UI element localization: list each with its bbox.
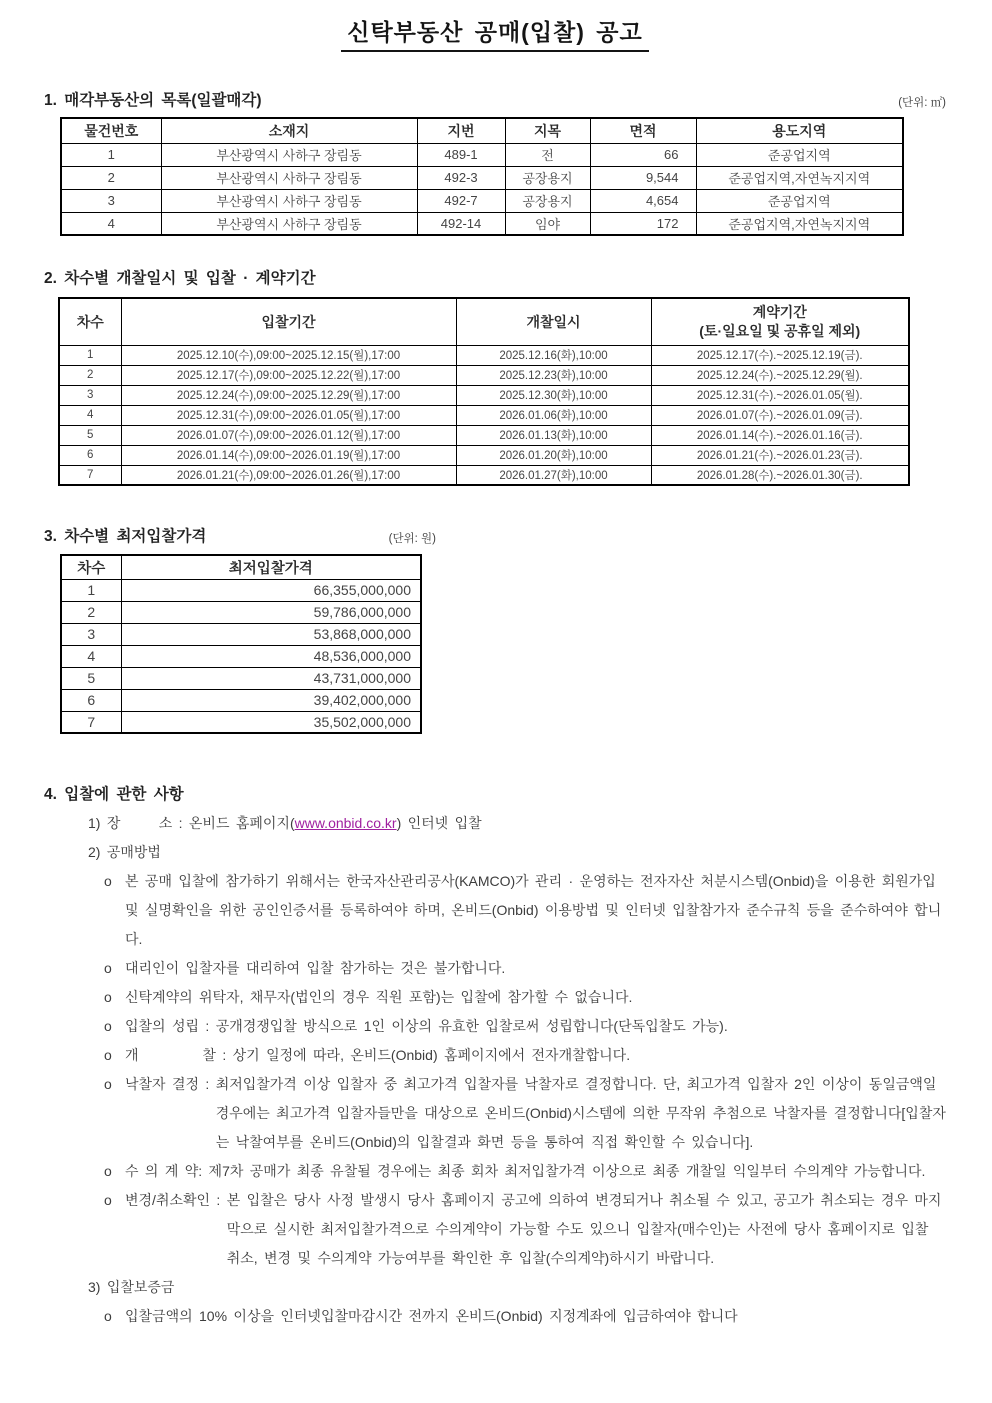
col-header-round: 차수: [61, 555, 121, 579]
table-row: [59, 345, 909, 365]
table-cell: 2025.12.30(화),10:00: [456, 385, 651, 405]
table-cell: 2: [61, 601, 121, 623]
bullet-text: 제7차 공매가 최종 유찰될 경우에는 최종 회차 최저입찰가격 이상으로 최종 개찰일 익일부터 수의계약 가능합니다.: [208, 1163, 926, 1179]
minimum-bid-price-table: [60, 554, 422, 734]
col-header-bid-period: 입찰기간: [121, 298, 456, 345]
bullet-onbid-registration: [44, 867, 946, 954]
table-cell: 3: [59, 385, 121, 405]
bid-place-line: [44, 809, 946, 838]
table-row: [61, 667, 421, 689]
table-row: [61, 711, 421, 733]
section3-heading: 3. 차수별 최저입찰가격: [44, 528, 207, 545]
property-list-table: [60, 117, 904, 236]
section3-unit-label: (단위: 원): [388, 533, 436, 545]
table-row: [59, 445, 909, 465]
col-header-contract-period: [651, 298, 909, 345]
table-cell: 2025.12.31(수).~2026.01.05(월).: [651, 385, 909, 405]
bullet-text: 상기 일정에 따라, 온비드(Onbid) 홈페이지에서 전자개찰합니다.: [232, 1047, 631, 1063]
title-wrap: [44, 14, 946, 52]
table-cell: 2026.01.14(수),09:00~2026.01.19(월),17:00: [121, 445, 456, 465]
table-cell: 66,355,000,000: [121, 579, 421, 601]
table-cell: 2026.01.07(수).~2026.01.09(금).: [651, 405, 909, 425]
table-cell: 48,536,000,000: [121, 645, 421, 667]
bullet-text: 입찰금액의 10% 이상을 인터넷입찰마감시간 전까지 온비드(Onbid) 지정계좌에 입금하여야 합니다: [125, 1308, 738, 1324]
table-cell: 준공업지역: [696, 189, 903, 212]
table-cell: 7: [61, 711, 121, 733]
table-cell: 전: [505, 143, 590, 166]
table-cell: 1: [59, 345, 121, 365]
col-header-round: 차수: [59, 298, 121, 345]
bullet-private-contract: [44, 1157, 946, 1186]
table-cell: 4: [61, 212, 161, 235]
bullet-deposit-payment: [44, 1302, 946, 1331]
table-cell: 2026.01.14(수).~2026.01.16(금).: [651, 425, 909, 445]
table-cell: 2025.12.10(수),09:00~2025.12.15(월),17:00: [121, 345, 456, 365]
table-cell: 43,731,000,000: [121, 667, 421, 689]
table-cell: 준공업지역: [696, 143, 903, 166]
section1-heading-row: [44, 88, 946, 110]
bullet-text: 공개경쟁입찰 방식으로 1인 이상의 유효한 입찰로써 성립합니다(단독입찰도 가능).: [215, 1018, 728, 1034]
table-row: [61, 623, 421, 645]
table-cell: 2025.12.17(수),09:00~2025.12.22(월),17:00: [121, 365, 456, 385]
bullet-marker: o: [104, 1047, 112, 1063]
document-title: 신탁부동산 공매(입찰) 공고: [341, 14, 649, 52]
table-cell: 공장용지: [505, 166, 590, 189]
table-cell: 3: [61, 189, 161, 212]
table-cell: 59,786,000,000: [121, 601, 421, 623]
col-header-item-no: 물건번호: [61, 118, 161, 143]
bid-deposit-label: 3) 입찰보증금: [88, 1279, 175, 1295]
table-cell: 4: [61, 645, 121, 667]
table-row: [61, 189, 903, 212]
table-cell: 492-14: [417, 212, 505, 235]
table-cell: 2025.12.17(수).~2025.12.19(금).: [651, 345, 909, 365]
bullet-label: 입찰의 성립 :: [125, 1018, 216, 1034]
bullet-text: 대리인이 입찰자를 대리하여 입찰 참가하는 것은 불가합니다.: [125, 960, 506, 976]
table-cell: 2026.01.20(화),10:00: [456, 445, 651, 465]
table-cell: 6: [61, 689, 121, 711]
table-header-row: [59, 298, 909, 345]
col-header-location: 소재지: [161, 118, 417, 143]
table-cell: 부산광역시 사하구 장림동: [161, 143, 417, 166]
bullet-label: 낙찰자 결정 :: [125, 1076, 216, 1092]
table-cell: 부산광역시 사하구 장림동: [161, 166, 417, 189]
table-cell: 2026.01.21(수),09:00~2026.01.26(월),17:00: [121, 465, 456, 485]
section4: [44, 780, 946, 1331]
table-cell: 1: [61, 143, 161, 166]
onbid-link[interactable]: www.onbid.co.kr: [294, 815, 397, 831]
table-cell: 492-7: [417, 189, 505, 212]
table-cell: 부산광역시 사하구 장림동: [161, 189, 417, 212]
bullet-text: 신탁계약의 위탁자, 채무자(법인의 경우 직원 포함)는 입찰에 참가할 수 없습니다.: [125, 989, 633, 1005]
table-row: [61, 579, 421, 601]
table-cell: 66: [590, 143, 696, 166]
table-header-row: [61, 118, 903, 143]
table-cell: 2: [61, 166, 161, 189]
table-cell: 7: [59, 465, 121, 485]
section1-heading: 1. 매각부동산의 목록(일괄매각): [44, 92, 262, 109]
table-cell: 2026.01.28(수).~2026.01.30(금).: [651, 465, 909, 485]
bullet-text: 본 입찰은 당사 사정 발생시 당사 홈페이지 공고에 의하여 변경되거나 취소될 수 있고, 공고가 취소되는 경우 마지막으로 실시한 최저입찰가격으로 수의계약이 가능할 수도 있으니 입찰자(매수인)는 사전에 당사 홈페이지로 입찰 취소, 변경 및 수의계약 가능여부를 확인한 후 입찰(수의계약)하시기 바랍니다.: [226, 1192, 942, 1266]
table-row: [59, 425, 909, 445]
table-row: [59, 405, 909, 425]
table-row: [61, 601, 421, 623]
bid-place-suffix: ) 인터넷 입찰: [396, 815, 482, 831]
bullet-change-cancel-notice: [44, 1186, 946, 1273]
bullet-marker: o: [104, 1192, 112, 1208]
table-cell: 492-3: [417, 166, 505, 189]
table-cell: 53,868,000,000: [121, 623, 421, 645]
section3-heading-row: [44, 524, 436, 546]
table-cell: 2026.01.07(수),09:00~2026.01.12(월),17:00: [121, 425, 456, 445]
bullet-label: 개 찰 :: [125, 1047, 233, 1063]
col-header-minimum-price: 최저입찰가격: [121, 555, 421, 579]
section2-heading: 2. 차수별 개찰일시 및 입찰 · 계약기간: [44, 270, 316, 287]
table-row: [59, 385, 909, 405]
bullet-bid-opening: [44, 1041, 946, 1070]
col-header-lot-no: 지번: [417, 118, 505, 143]
table-cell: 부산광역시 사하구 장림동: [161, 212, 417, 235]
bullet-label: 수 의 계 약:: [125, 1163, 209, 1179]
bullet-marker: o: [104, 960, 112, 976]
section2-heading-row: [44, 266, 946, 288]
bullet-text: 최저입찰가격 이상 입찰자 중 최고가격 입찰자를 낙찰자로 결정합니다. 단, 최고가격 입찰자 2인 이상이 동일금액일 경우에는 최고가격 입찰자들만을 대상으로 온비드(Onbid)시스템에 의한 무작위 추첨으로 낙찰자를 결정합니다[입찰자는 낙찰여부를 온비드(Onbid)의 입찰결과 화면 등을 통하여 직접 확인할 수 있습니다].: [215, 1076, 946, 1150]
table-cell: 9,544: [590, 166, 696, 189]
table-row: [61, 143, 903, 166]
table-cell: 2025.12.16(화),10:00: [456, 345, 651, 365]
bid-schedule-table: [58, 297, 910, 486]
table-row: [61, 689, 421, 711]
table-cell: 4,654: [590, 189, 696, 212]
table-cell: 공장용지: [505, 189, 590, 212]
table-cell: 2026.01.21(수).~2026.01.23(금).: [651, 445, 909, 465]
table-cell: 준공업지역,자연녹지지역: [696, 166, 903, 189]
bullet-marker: o: [104, 1076, 112, 1092]
table-row: [61, 645, 421, 667]
table-row: [59, 365, 909, 385]
table-cell: 준공업지역,자연녹지지역: [696, 212, 903, 235]
bullet-bid-establishment: [44, 1012, 946, 1041]
bullet-no-proxy: [44, 954, 946, 983]
table-cell: 5: [59, 425, 121, 445]
table-cell: 2025.12.24(수),09:00~2025.12.29(월),17:00: [121, 385, 456, 405]
bullet-marker: o: [104, 1308, 112, 1324]
bullet-marker: o: [104, 989, 112, 1005]
bullet-marker: o: [104, 873, 112, 889]
table-cell: 3: [61, 623, 121, 645]
bullet-trustor-excluded: [44, 983, 946, 1012]
sale-method-label: 2) 공매방법: [88, 844, 161, 860]
bullet-winner-decision: [44, 1070, 946, 1157]
table-cell: 2025.12.31(수),09:00~2026.01.05(월),17:00: [121, 405, 456, 425]
table-row: [61, 212, 903, 235]
table-cell: 6: [59, 445, 121, 465]
table-row: [59, 465, 909, 485]
table-header-row: [61, 555, 421, 579]
contract-period-line2: (토·일요일 및 공휴일 제외): [699, 322, 861, 339]
col-header-area: 면적: [590, 118, 696, 143]
table-cell: 489-1: [417, 143, 505, 166]
table-cell: 5: [61, 667, 121, 689]
table-cell: 2026.01.06(화),10:00: [456, 405, 651, 425]
bullet-label: 변경/취소확인 :: [125, 1192, 227, 1208]
bid-place-prefix: 1) 장 소 : 온비드 홈페이지(: [88, 815, 295, 831]
table-cell: 172: [590, 212, 696, 235]
table-cell: 2025.12.23(화),10:00: [456, 365, 651, 385]
bullet-marker: o: [104, 1163, 112, 1179]
table-cell: 2026.01.13(화),10:00: [456, 425, 651, 445]
table-cell: 2: [59, 365, 121, 385]
table-cell: 39,402,000,000: [121, 689, 421, 711]
bullet-marker: o: [104, 1018, 112, 1034]
table-cell: 2026.01.27(화),10:00: [456, 465, 651, 485]
col-header-opening-datetime: 개찰일시: [456, 298, 651, 345]
col-header-zoning: 용도지역: [696, 118, 903, 143]
table-cell: 임야: [505, 212, 590, 235]
table-cell: 35,502,000,000: [121, 711, 421, 733]
section1-unit-label: (단위: ㎡): [898, 97, 946, 109]
contract-period-line1: 계약기간: [752, 303, 807, 320]
table-cell: 1: [61, 579, 121, 601]
table-cell: 2025.12.24(수).~2025.12.29(월).: [651, 365, 909, 385]
table-row: [61, 166, 903, 189]
bullet-text: 본 공매 입찰에 참가하기 위해서는 한국자산관리공사(KAMCO)가 관리 · 운영하는 전자자산 처분시스템(Onbid)을 이용한 회원가입 및 실명확인을 위한 공인인증서를 등록하여야 하며, 온비드(Onbid) 이용방법 및 인터넷 입찰참가자 준수규칙 등을 준수하여야 합니다.: [125, 873, 942, 947]
table-cell: 4: [59, 405, 121, 425]
section4-heading: 4. 입찰에 관한 사항: [44, 786, 184, 803]
col-header-land-category: 지목: [505, 118, 590, 143]
